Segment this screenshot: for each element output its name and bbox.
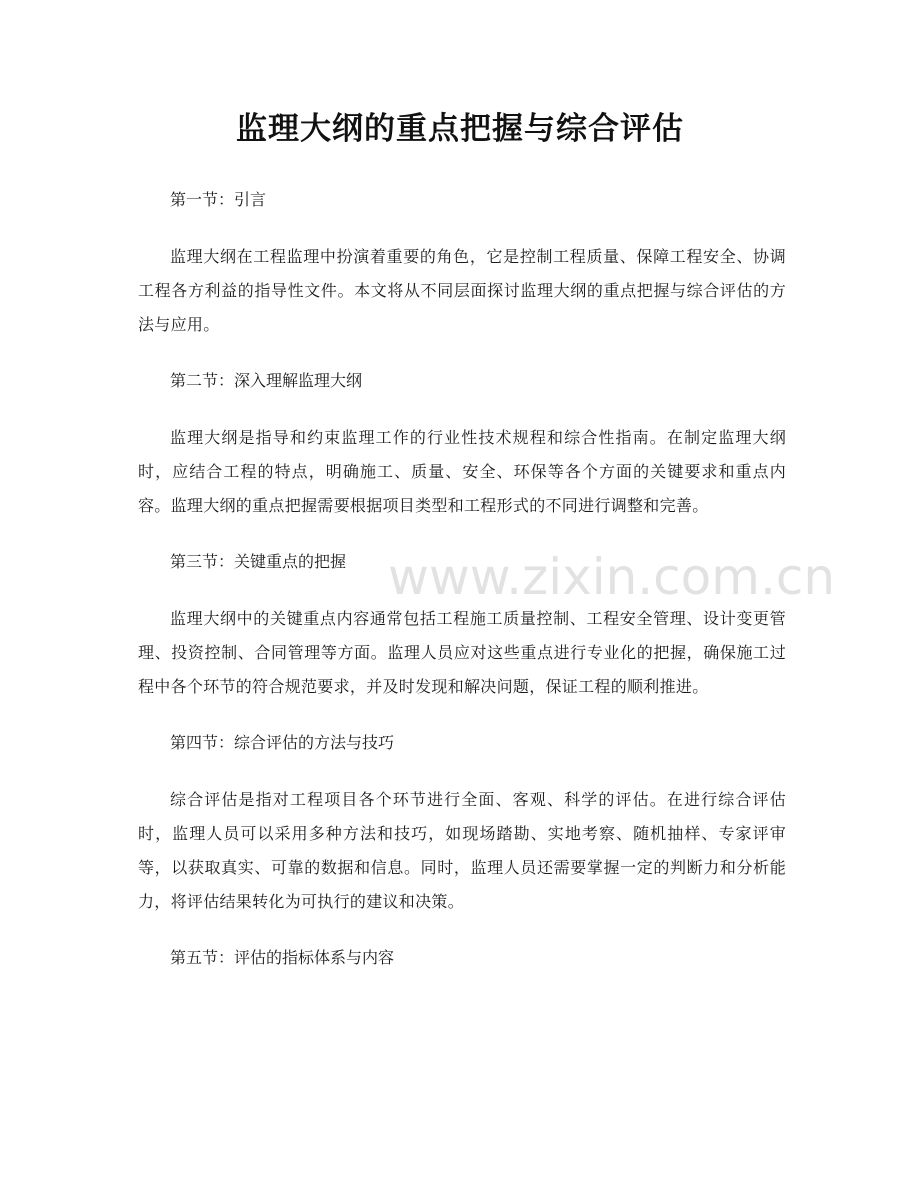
section-2-heading: 第二节：深入理解监理大纲 bbox=[170, 371, 363, 390]
section-1-heading: 第一节：引言 bbox=[170, 190, 267, 209]
section-1-paragraph: 监理大纲在工程监理中扮演着重要的角色，它是控制工程质量、保障工程安全、协调工程各方利益的指导性文件。本文将从不同层面探讨监理大纲的重点把握与综合评估的方法与应用。 bbox=[138, 247, 786, 334]
section-3-heading: 第三节：关键重点的把握 bbox=[170, 552, 347, 571]
section-5-heading: 第五节：评估的指标体系与内容 bbox=[170, 948, 395, 967]
section-4-paragraph: 综合评估是指对工程项目各个环节进行全面、客观、科学的评估。在进行综合评估时，监理人员可以采用多种方法和技巧，如现场踏勘、实地考察、随机抽样、专家评审等，以获取真实、可靠的数据和信息。同时，监理人员还需要掌握一定的判断力和分析能力，将评估结果转化为可执行的建议和决策。 bbox=[138, 790, 786, 911]
section-2-paragraph: 监理大纲是指导和约束监理工作的行业性技术规程和综合性指南。在制定监理大纲时，应结合工程的特点，明确施工、质量、安全、环保等各个方面的关键要求和重点内容。监理大纲的重点把握需要根据项目类型和工程形式的不同进行调整和完善。 bbox=[138, 428, 786, 515]
section-4-heading: 第四节：综合评估的方法与技巧 bbox=[170, 733, 395, 752]
document-title: 监理大纲的重点把握与综合评估 bbox=[236, 111, 684, 147]
document-body bbox=[138, 183, 786, 998]
watermark: www.zixin.com.cn bbox=[388, 548, 836, 606]
section-3-paragraph: 监理大纲中的关键重点内容通常包括工程施工质量控制、工程安全管理、设计变更管理、投资控制、合同管理等方面。监理人员应对这些重点进行专业化的把握，确保施工过程中各个环节的符合规范要求，并及时发现和解决问题，保证工程的顺利推进。 bbox=[138, 609, 786, 696]
